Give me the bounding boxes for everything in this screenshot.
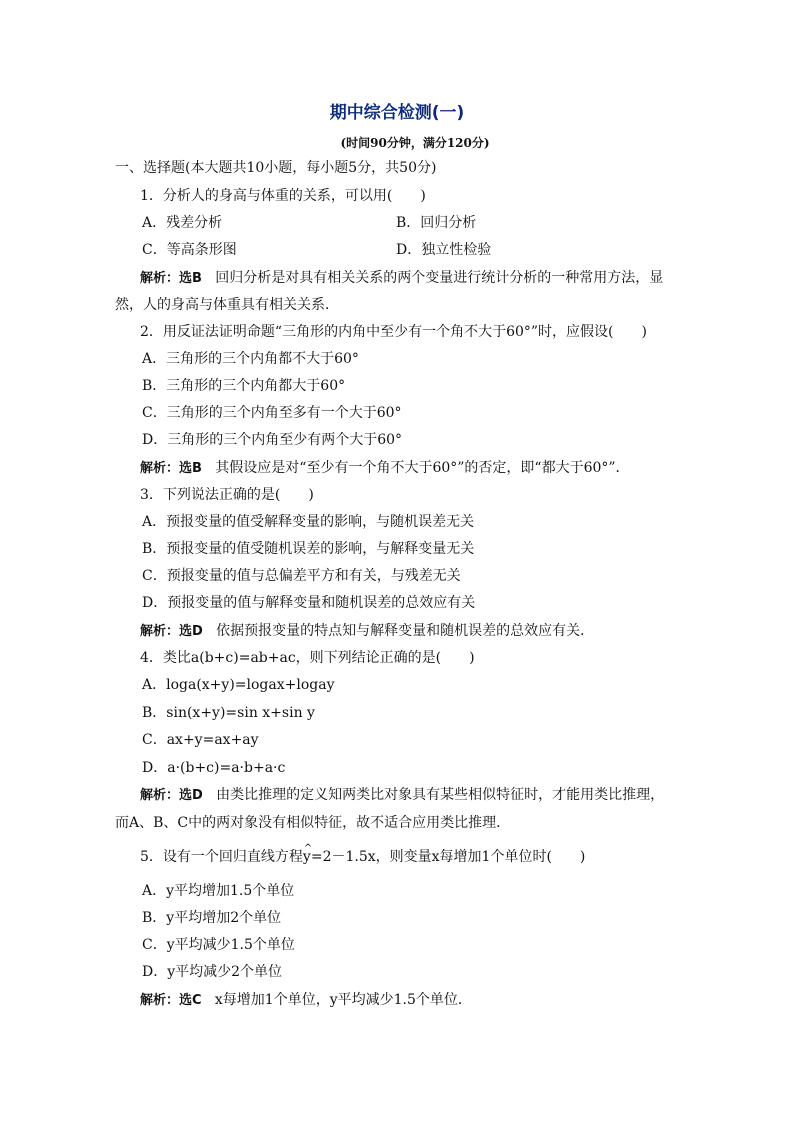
question-4-option-d: D．a·(b+c)=a·b+a·c xyxy=(142,760,286,776)
question-5-option-d: D．y平均减少2个单位 xyxy=(142,964,283,980)
question-2-stem: 2．用反证法证明命题“三角形的内角中至少有一个角不大于60°”时，应假设( ) xyxy=(140,324,647,340)
question-5-stem xyxy=(140,847,585,867)
question-5-explanation xyxy=(140,990,472,1010)
explanation-text: x每增加1个单位，y平均减少1.5个单位． xyxy=(214,992,472,1008)
explanation-label: 解析：选B xyxy=(140,271,202,286)
question-3-option-d: D．预报变量的值与解释变量和随机误差的总效应有关 xyxy=(142,595,476,611)
question-5-option-c: C．y平均减少1.5个单位 xyxy=(142,937,295,953)
stem-text-cont: =2－1.5x，则变量x每增加1个单位时( ) xyxy=(310,849,586,865)
explanation-label: 解析：选D xyxy=(140,788,203,803)
explanation-label: 解析：选C xyxy=(140,993,202,1008)
question-2-option-a: A．三角形的三个内角都不大于60° xyxy=(142,351,359,367)
explanation-text: 回归分析是对具有相关关系的两个变量进行统计分析的一种常用方法，显 xyxy=(215,270,664,286)
question-1-explanation xyxy=(140,268,663,288)
exam-info: (时间90分钟，满分120分) xyxy=(340,136,490,150)
question-3-stem: 3．下列说法正确的是( ) xyxy=(140,487,314,503)
question-1-option-b: B．回归分析 xyxy=(396,215,477,231)
question-1-option-c: C．等高条形图 xyxy=(142,242,237,258)
page-title: 期中综合检测(一) xyxy=(329,103,465,123)
question-1-explanation-cont: 然，人的身高与体重具有相关关系． xyxy=(115,297,339,313)
question-3-option-c: C．预报变量的值与总偏差平方和有关，与残差无关 xyxy=(142,568,461,584)
explanation-text: 其假设应是对“至少有一个角不大于60°”的否定，即“都大于60°”． xyxy=(215,460,630,476)
question-1-stem: 1．分析人的身高与体重的关系，可以用( ) xyxy=(140,188,426,204)
question-3-explanation xyxy=(140,621,594,641)
question-3-option-a: A．预报变量的值受解释变量的影响，与随机误差无关 xyxy=(142,514,475,530)
question-1-option-a: A．残差分析 xyxy=(142,215,223,231)
question-2-option-b: B．三角形的三个内角都大于60° xyxy=(142,378,346,394)
question-4-explanation xyxy=(140,785,664,805)
explanation-label: 解析：选B xyxy=(140,461,202,476)
explanation-label: 解析：选D xyxy=(140,624,203,639)
question-5-option-a: A．y平均增加1.5个单位 xyxy=(142,883,295,899)
explanation-text: 依据预报变量的特点知与解释变量和随机误差的总效应有关． xyxy=(216,623,595,639)
question-4-option-c: C．ax+y=ax+ay xyxy=(142,732,259,748)
question-1-option-d: D．独立性检验 xyxy=(396,242,492,258)
y-hat-variable: ^ y xyxy=(303,849,311,865)
question-3-option-b: B．预报变量的值受随机误差的影响，与解释变量无关 xyxy=(142,541,475,557)
explanation-text: 由类比推理的定义知两类比对象具有某些相似特征时，才能用类比推理， xyxy=(216,787,665,803)
question-2-option-d: D．三角形的三个内角至少有两个大于60° xyxy=(142,432,403,448)
question-2-option-c: C．三角形的三个内角至多有一个大于60° xyxy=(142,405,402,421)
question-5-option-b: B．y平均增加2个单位 xyxy=(142,910,282,926)
question-4-option-b: B．sin(x+y)=sin x+sin y xyxy=(142,705,315,721)
question-2-explanation xyxy=(140,458,630,478)
section-heading: 一、选择题(本大题共10小题，每小题5分，共50分) xyxy=(115,160,437,176)
stem-text: 5．设有一个回归直线方程 xyxy=(140,849,303,865)
question-4-stem: 4．类比a(b+c)=ab+ac，则下列结论正确的是( ) xyxy=(140,650,475,666)
question-4-explanation-cont: 而A、B、C中的两对象没有相似特征，故不适合应用类比推理． xyxy=(115,815,511,831)
question-4-option-a: A．loga(x+y)=logax+logay xyxy=(142,677,335,693)
